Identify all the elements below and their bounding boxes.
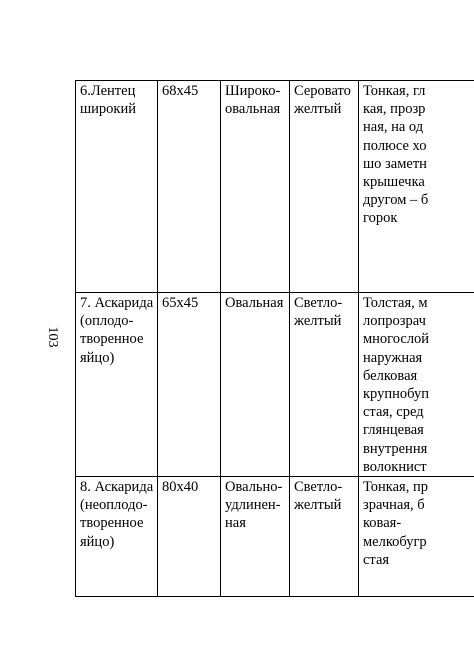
cell-text-line: Овально- <box>225 479 283 496</box>
cell-text-line: 8. Аскарида <box>80 479 154 496</box>
cell-text-line: крупнобуп <box>363 386 429 403</box>
cell-size: 80х40 <box>158 477 221 597</box>
cell-text-line: глянцевая <box>363 422 424 439</box>
cell-text-line: мелкобугр <box>363 533 427 550</box>
cell-text-line: Серовато <box>294 83 351 99</box>
cell-text-line: желтый <box>294 313 342 330</box>
cell-text-line: Светло- <box>294 295 343 311</box>
cell-text-line: горок <box>363 210 398 227</box>
cell-text-line: Тонкая, гл <box>363 83 426 99</box>
cell-text-line: шо заметн <box>363 155 427 172</box>
cell-text-line: белковая <box>363 367 418 384</box>
cell-text-line: внутрення <box>363 440 428 457</box>
cell-name <box>76 293 158 477</box>
cell-text-line: ковая- <box>363 515 402 532</box>
cell-text-line: овальная <box>225 101 281 118</box>
cell-text-line: Овальная <box>225 295 284 311</box>
cell-text-line: широкий <box>80 101 136 118</box>
cell-text-line: полюсе хо <box>363 137 427 154</box>
cell-text-line: (оплодо- <box>80 313 134 330</box>
cell-shape <box>221 477 290 597</box>
cell-text-line: Тонкая, пр <box>363 479 428 496</box>
cell-shape <box>221 293 290 477</box>
cell-shell <box>359 81 474 293</box>
cell-shell <box>359 293 474 477</box>
cell-shell <box>359 477 474 597</box>
cell-text-line: волокнист <box>363 458 427 475</box>
cell-text-line: творенное <box>80 515 144 532</box>
cell-text-line: стая, сред <box>363 404 424 421</box>
cell-text-line: желтый <box>294 497 342 514</box>
eggs-table-container <box>75 80 474 597</box>
cell-text-line: удлинен- <box>225 497 281 514</box>
cell-name <box>76 81 158 293</box>
cell-name <box>76 477 158 597</box>
cell-size: 68х45 <box>158 81 221 293</box>
cell-text-line: кая, прозр <box>363 101 426 118</box>
cell-text-line: 7. Аскарида <box>80 295 154 311</box>
cell-text-line: крышечка <box>363 174 425 191</box>
helminth-eggs-table <box>75 80 474 597</box>
cell-text-line: ная <box>225 515 246 532</box>
cell-text-line: другом – б <box>363 192 429 209</box>
cell-text-line: многослой <box>363 331 430 348</box>
cell-text-line: Широко- <box>225 83 281 99</box>
cell-text-line: наружная <box>363 349 423 366</box>
table-row <box>76 477 474 597</box>
cell-text-line: стая <box>363 551 390 568</box>
cell-text-line: (неоплодо- <box>80 497 148 514</box>
cell-text-line: творенное <box>80 331 144 348</box>
cell-text-line: яйцо) <box>80 533 115 550</box>
cell-text-line: Толстая, м <box>363 295 428 311</box>
cell-color <box>290 477 359 597</box>
cell-color <box>290 81 359 293</box>
cell-shape <box>221 81 290 293</box>
cell-text-line: желтый <box>294 101 342 118</box>
page-number: 103 <box>45 326 60 348</box>
cell-text-line: зрачная, б <box>363 497 425 514</box>
cell-text-line: яйцо) <box>80 349 115 366</box>
cell-text-line: 6.Лентец <box>80 83 136 99</box>
cell-color <box>290 293 359 477</box>
table-row <box>76 81 474 293</box>
cell-size: 65х45 <box>158 293 221 477</box>
cell-text-line: ная, на од <box>363 119 424 136</box>
cell-text-line: Светло- <box>294 479 343 496</box>
table-row <box>76 293 474 477</box>
cell-text-line: лопрозрач <box>363 313 426 330</box>
